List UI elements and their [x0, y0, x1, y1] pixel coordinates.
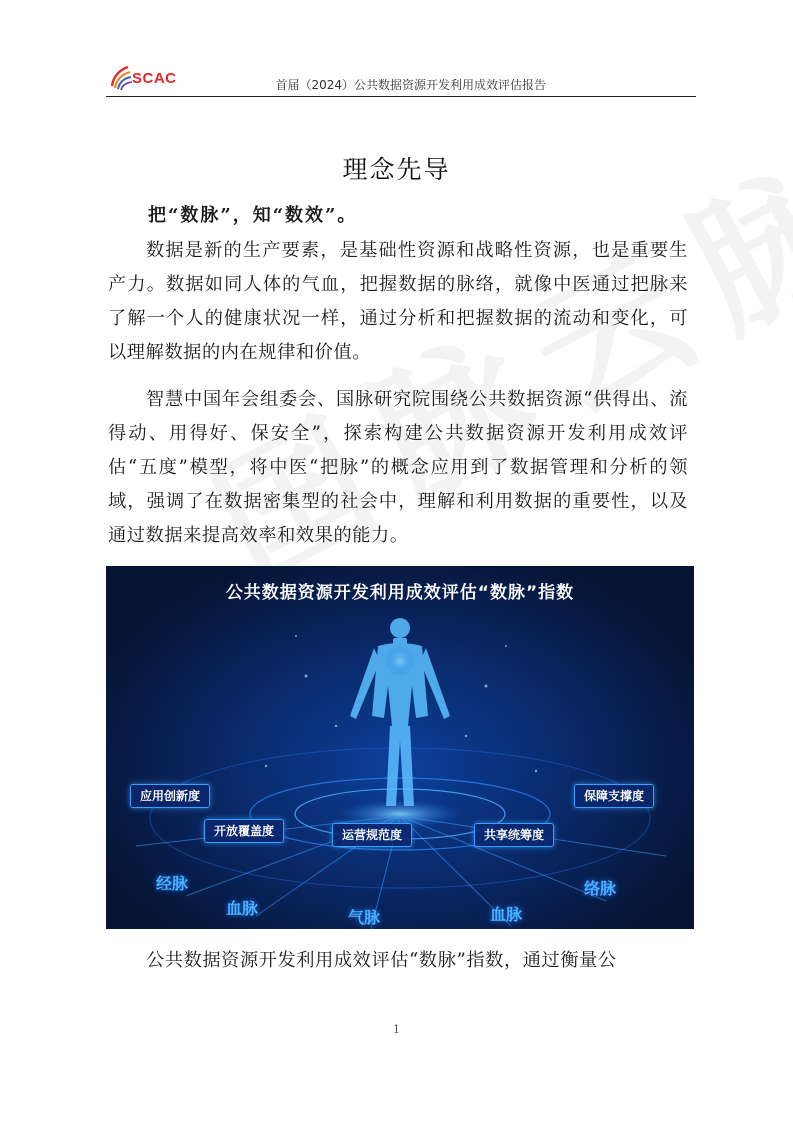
section-heading: 把“数脉”，知“数效”。 [148, 205, 358, 226]
shumai-index-figure [106, 566, 694, 929]
vein-label: 经脉 [156, 874, 189, 893]
vein-label: 血脉 [226, 899, 259, 918]
dimension-label: 应用创新度 [130, 784, 210, 808]
dimension-label: 共享统筹度 [474, 823, 554, 847]
vein-label: 络脉 [584, 879, 617, 898]
page-title: 理念先导 [342, 155, 451, 184]
logo-swoosh-icon [108, 64, 134, 92]
dimension-label: 运营规范度 [332, 823, 412, 847]
dimension-label: 开放覆盖度 [204, 819, 284, 843]
paragraph: 公共数据资源开发利用成效评估“数脉”指数，通过衡量公 [146, 950, 617, 971]
paragraph: 智慧中国年会组委会、国脉研究院围绕公共数据资源“供得出、流得动、用得好、保安全”，探索构建公共数据资源开发利用成效评估“五度”模型，将中医“把脉”的概念应用到了数据管理和分析的领域，强调了在数据密集型的社会中，理解和利用数据的重要性，以及通过数据来提高效率和效果的能力。 [108, 389, 688, 546]
vein-label: 气脉 [348, 908, 381, 927]
header-title: 首届（2024）公共数据资源开发利用成效评估报告 [275, 78, 546, 92]
dimension-label: 保障支撑度 [574, 784, 654, 808]
logo-text: SCAC [132, 70, 177, 87]
scac-logo [108, 64, 188, 94]
page-number: 1 [393, 1023, 400, 1036]
figure-title: 公共数据资源开发利用成效评估“数脉”指数 [225, 583, 575, 603]
paragraph: 数据是新的生产要素，是基础性资源和战略性资源，也是重要生产力。数据如同人体的气血，把握数据的脉络，就像中医通过把脉来了解一个人的健康状况一样，通过分析和把握数据的流动和变化，可以理解数据的内在规律和价值。 [108, 240, 688, 363]
figure-illustration [106, 566, 694, 929]
page-header [106, 62, 696, 97]
vein-label: 血脉 [490, 905, 523, 924]
